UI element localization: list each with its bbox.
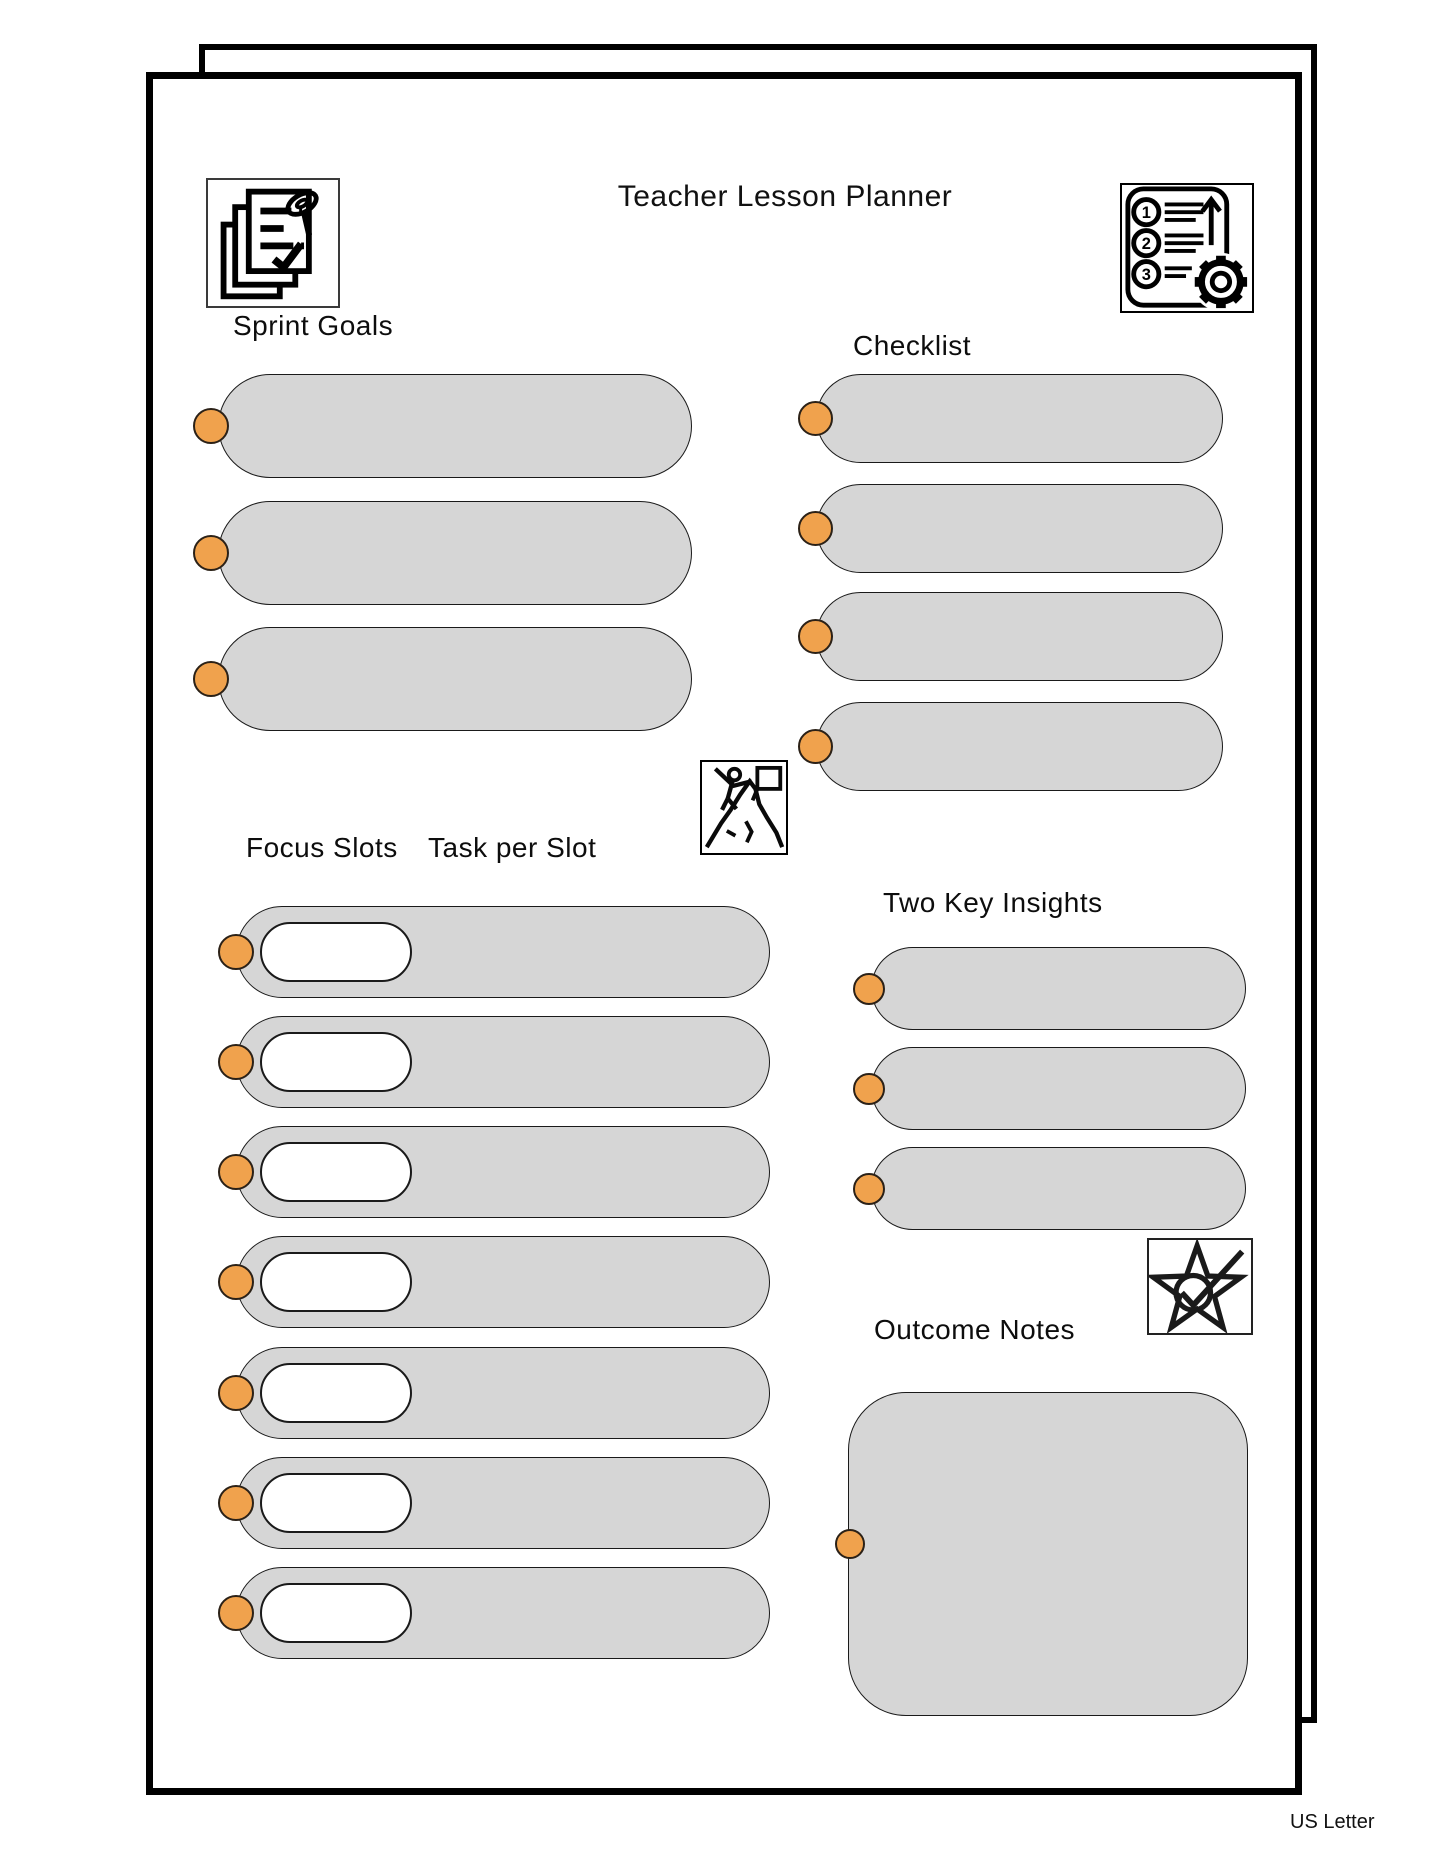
bullet-dot (218, 934, 254, 970)
checklist-row (798, 374, 1223, 463)
task-per-slot-label: Task per Slot (428, 832, 597, 863)
bullet-dot (193, 408, 229, 444)
slot-field[interactable] (260, 922, 412, 982)
focus-row (218, 1126, 770, 1218)
svg-text:1: 1 (1141, 203, 1151, 222)
bullet-dot (798, 619, 833, 654)
bullet-dot (218, 1154, 254, 1190)
slot-field[interactable] (260, 1142, 412, 1202)
numbered-steps-gear-icon (1120, 183, 1254, 313)
bullet-dot (218, 1595, 254, 1631)
insight-field[interactable] (871, 1147, 1246, 1230)
bullet-dot (798, 511, 833, 546)
bullet-dot (798, 401, 833, 436)
insight-row (853, 1047, 1246, 1130)
two-key-insights-label: Two Key Insights (883, 887, 1103, 918)
svg-text:3: 3 (1141, 265, 1151, 284)
insight-row (853, 1147, 1246, 1230)
insight-field[interactable] (871, 947, 1246, 1030)
bullet-dot (853, 1173, 885, 1205)
bullet-dot (798, 729, 833, 764)
slot-field[interactable] (260, 1583, 412, 1643)
bullet-dot (835, 1529, 865, 1559)
checklist-field[interactable] (816, 592, 1223, 681)
outcome-notes-label: Outcome Notes (874, 1314, 1076, 1345)
bullet-dot (193, 661, 229, 697)
bullet-dot (853, 973, 885, 1005)
insight-row (853, 947, 1246, 1030)
checklist-row (798, 592, 1223, 681)
mountain-climber-icon (700, 760, 788, 855)
page-title: Teacher Lesson Planner (617, 180, 953, 213)
slot-field[interactable] (260, 1473, 412, 1533)
sprint-goal-row (193, 374, 692, 478)
slot-field[interactable] (260, 1032, 412, 1092)
focus-row (218, 906, 770, 998)
paper-size-label: US Letter (1290, 1811, 1375, 1833)
focus-row (218, 1236, 770, 1328)
sprint-goals-label: Sprint Goals (233, 310, 394, 341)
outcome-notes-field[interactable] (848, 1392, 1248, 1716)
focus-row (218, 1567, 770, 1659)
bullet-dot (853, 1073, 885, 1105)
focus-row (218, 1016, 770, 1108)
insight-field[interactable] (871, 1047, 1246, 1130)
sprint-goal-row (193, 501, 692, 605)
bullet-dot (193, 535, 229, 571)
clipboard-pushpin-icon (206, 178, 340, 308)
sprint-goal-field[interactable] (218, 627, 692, 731)
sprint-goal-field[interactable] (218, 501, 692, 605)
bullet-dot (218, 1375, 254, 1411)
bullet-dot (218, 1485, 254, 1521)
star-checkmark-icon (1147, 1238, 1253, 1335)
checklist-field[interactable] (816, 374, 1223, 463)
focus-row (218, 1347, 770, 1439)
slot-field[interactable] (260, 1252, 412, 1312)
bullet-dot (218, 1044, 254, 1080)
focus-slots-label: Focus Slots (246, 832, 398, 863)
sprint-goal-row (193, 627, 692, 731)
checklist-field[interactable] (816, 484, 1223, 573)
bullet-dot (218, 1264, 254, 1300)
svg-text:2: 2 (1141, 234, 1151, 253)
checklist-row (798, 702, 1223, 791)
checklist-field[interactable] (816, 702, 1223, 791)
checklist-row (798, 484, 1223, 573)
focus-row (218, 1457, 770, 1549)
slot-field[interactable] (260, 1363, 412, 1423)
sprint-goal-field[interactable] (218, 374, 692, 478)
checklist-label: Checklist (853, 330, 972, 361)
